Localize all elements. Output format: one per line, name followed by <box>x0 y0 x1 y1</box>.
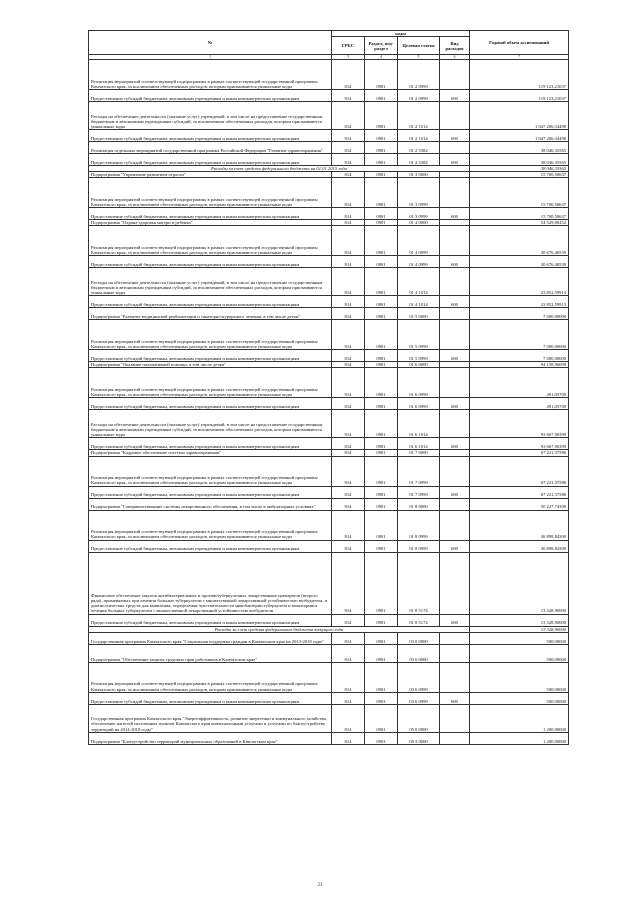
row-grbs: 814 <box>332 368 365 398</box>
row-vid <box>440 552 470 614</box>
row-amount: 30 676,40539 <box>470 226 569 256</box>
row-name: Реализация мероприятий соответствующей подпрограммы в рамках соответствующей государственной программы Камчатского края, за исключением обеспеченных расходов, которым присваиваются уникальные коды <box>89 178 332 208</box>
row-name: Предоставление субсидий бюджетным, автономным учреждениям и иным некоммерческим организациям <box>89 350 332 362</box>
table-row <box>89 614 569 626</box>
col-num-7: 7 <box>470 55 569 60</box>
table-row <box>89 456 569 486</box>
table-row <box>89 410 569 438</box>
row-target: 01 2 1014 <box>398 130 440 142</box>
row-target: 01 4 0999 <box>398 256 440 268</box>
table-row <box>89 350 569 362</box>
row-grbs: 814 <box>332 692 365 704</box>
row-target: 01 6 0000 <box>398 362 440 368</box>
row-vid <box>440 320 470 350</box>
col-num-3: 3 <box>332 55 365 60</box>
row-vid: 600 <box>440 130 470 142</box>
row-name: Расходы на обеспечение деятельности (оказание услуг) учреждений, в том числе на предоставление государственным бюджетным и автономным учреждениям субсидий, за исключением обеспеченных расходов, которым присваиваются уникальные коды <box>89 410 332 438</box>
row-grbs: 814 <box>332 130 365 142</box>
row-name: Предоставление субсидий бюджетным, автономным учреждениям и иным некоммерческим организациям <box>89 540 332 552</box>
table-row <box>89 398 569 410</box>
row-vid <box>440 644 470 662</box>
row-grbs: 814 <box>332 208 365 220</box>
row-target: 01 3 0999 <box>398 208 440 220</box>
row-section: 0901 <box>365 632 398 644</box>
row-amount: 500,00000 <box>470 644 569 662</box>
row-grbs: 814 <box>332 486 365 498</box>
row-vid <box>440 662 470 692</box>
row-grbs: 814 <box>332 456 365 486</box>
row-amount: 119 123,21037 <box>470 60 569 90</box>
table-row <box>89 60 569 90</box>
row-name: Предоставление субсидий бюджетным, автономным учреждениям и иным некоммерческим организациям <box>89 130 332 142</box>
header-codes: коды <box>332 31 470 37</box>
row-target: 01 2 0999 <box>398 90 440 102</box>
budget-table <box>88 30 569 745</box>
row-vid: 600 <box>440 692 470 704</box>
row-target: 01 3 0999 <box>398 178 440 208</box>
row-grbs: 814 <box>332 90 365 102</box>
row-name: Подпрограмма "Оказание паллиативной помощи, в том числе детям" <box>89 362 332 368</box>
row-section: 0901 <box>365 662 398 692</box>
row-grbs: 814 <box>332 142 365 154</box>
row-vid <box>440 368 470 398</box>
row-target: 01 6 1014 <box>398 410 440 438</box>
row-target: 01 2 1014 <box>398 102 440 130</box>
row-target: 01 4 1014 <box>398 296 440 308</box>
table-row <box>89 644 569 662</box>
row-amount: 119 123,21037 <box>470 90 569 102</box>
table-row <box>89 178 569 208</box>
row-amount: 23 852,59913 <box>470 268 569 296</box>
table-row <box>89 498 569 510</box>
row-section: 0901 <box>365 362 398 368</box>
table-row <box>89 226 569 256</box>
row-vid <box>440 226 470 256</box>
row-name: Предоставление субсидий бюджетным, автономным учреждениям и иным некоммерческим организациям <box>89 398 332 410</box>
header-target: Целевая статья <box>398 37 440 55</box>
row-name: Реализация мероприятий соответствующей подпрограммы в рамках соответствующей государственной программы Камчатского края, за исключением обеспеченных расходов, которым присваиваются уникальные коды <box>89 662 332 692</box>
row-name: Предоставление субсидий бюджетным, автономным учреждениям и иным некоммерческим организациям <box>89 438 332 450</box>
row-name: Реализация мероприятий соответствующей подпрограммы в рамках соответствующей государственной программы Камчатского края, за исключением обеспеченных расходов, которым присваиваются уникальные коды <box>89 456 332 486</box>
row-target: 01 6 1014 <box>398 438 440 450</box>
row-target: 01 8 0999 <box>398 510 440 540</box>
row-name: Предоставление субсидий бюджетным, автономным учреждениям и иным некоммерческим организациям <box>89 692 332 704</box>
row-grbs: 814 <box>332 350 365 362</box>
row-amount: 1 047 206,34490 <box>470 130 569 142</box>
row-vid <box>440 632 470 644</box>
row-grbs: 814 <box>332 552 365 614</box>
row-amount: 93 667,90399 <box>470 438 569 450</box>
row-grbs: 814 <box>332 540 365 552</box>
row-section: 0901 <box>365 350 398 362</box>
header-grbs: ГРБС <box>332 37 365 55</box>
row-section: 0901 <box>365 320 398 350</box>
row-name: Предоставление субсидий бюджетным, автономным учреждениям и иным некоммерческим организациям <box>89 486 332 498</box>
table-row <box>89 256 569 268</box>
row-vid <box>440 456 470 486</box>
header-section: Раздел, под-раздел <box>365 37 398 55</box>
row-section: 0901 <box>365 296 398 308</box>
row-vid <box>440 732 470 744</box>
table-row <box>89 510 569 540</box>
row-section: 0901 <box>365 60 398 90</box>
row-amount: 7 000,00000 <box>470 308 569 320</box>
row-target: 01 8 0999 <box>398 540 440 552</box>
row-target: 01 7 0000 <box>398 450 440 456</box>
table-row <box>89 90 569 102</box>
row-name: Предоставление субсидий бюджетным, автономным учреждениям и иным некоммерческим организациям <box>89 208 332 220</box>
table-row <box>89 308 569 320</box>
row-amount: 1 047 206,34490 <box>470 102 569 130</box>
row-name: Подпрограмма "Охрана здоровья матери и ребенка" <box>89 220 332 226</box>
row-target: 03 0 0000 <box>398 632 440 644</box>
row-target: 01 8 0000 <box>398 498 440 510</box>
row-name: Реализация мероприятий соответствующей подпрограммы в рамках соответствующей государственной программы Камчатского края, за исключением обеспеченных расходов, которым присваиваются уникальные коды <box>89 368 332 398</box>
row-section: 0901 <box>365 130 398 142</box>
row-grbs: 814 <box>332 226 365 256</box>
table-row <box>89 368 569 398</box>
row-name: Предоставление субсидий бюджетным, автономным учреждениям и иным некоммерческим организациям <box>89 256 332 268</box>
row-name: Реализация мероприятий соответствующей подпрограммы в рамках соответствующей государственной программы Камчатского края, за исключением обеспеченных расходов, которым присваиваются уникальные коды <box>89 60 332 90</box>
row-section: 0901 <box>365 510 398 540</box>
row-vid: 600 <box>440 438 470 450</box>
row-section: 0901 <box>365 498 398 510</box>
row-section: 0901 <box>365 102 398 130</box>
table-row <box>89 208 569 220</box>
row-target: 03 6 0999 <box>398 692 440 704</box>
row-vid <box>440 308 470 320</box>
row-vid <box>440 60 470 90</box>
row-section: 0901 <box>365 644 398 662</box>
row-section: 0901 <box>365 438 398 450</box>
row-section: 0901 <box>365 456 398 486</box>
row-target: 01 6 0999 <box>398 368 440 398</box>
row-target: 01 7 0999 <box>398 456 440 486</box>
row-grbs: 814 <box>332 102 365 130</box>
row-vid: 600 <box>440 614 470 626</box>
row-section: 0901 <box>365 142 398 154</box>
table-row <box>89 438 569 450</box>
row-section: 0901 <box>365 692 398 704</box>
row-grbs: 814 <box>332 154 365 166</box>
row-grbs: 814 <box>332 498 365 510</box>
row-grbs: 814 <box>332 178 365 208</box>
row-grbs: 814 <box>332 220 365 226</box>
row-target: 01 5 0000 <box>398 308 440 320</box>
header-vid: Вид расходов <box>440 37 470 55</box>
row-name: Реализация мероприятий соответствующей подпрограммы в рамках соответствующей государственной программы Камчатского края, за исключением обеспеченных расходов, которым присваиваются уникальные коды <box>89 510 332 540</box>
row-amount: 500,00000 <box>470 692 569 704</box>
row-vid <box>440 704 470 732</box>
row-vid: 600 <box>440 398 470 410</box>
row-name: Финансовое обеспечение закупок антибактериальных и противотуберкулезных лекарственных препаратов (второго ряда), применяемых при лечении больных туберкулезом с множественной лекарственной устойчивостью возбудителя, и диагностических средств для выявления, определения чувствительности микобактерии туберкулеза и мониторинга лечения больных туберкулезом с множественной лекарственной устойчивостью возбудителя <box>89 552 332 614</box>
row-amount: 7 000,00000 <box>470 350 569 362</box>
header-annual: Годовой объем ассигнований <box>470 31 569 55</box>
row-target: 03 6 0000 <box>398 644 440 662</box>
row-name: Предоставление субсидий бюджетным, автономным учреждениям и иным некоммерческим организациям <box>89 614 332 626</box>
table-row <box>89 486 569 498</box>
row-grbs: 814 <box>332 256 365 268</box>
row-name: Государственная программа Камчатского края "Энергоэффективность, развитие энергетики и коммунального хозяйства, обеспечение жителей населенных пунктов Камчатского края коммунальными услугами и услугами по благоустройству территорий на 2014-2018 годы" <box>89 704 332 732</box>
row-section: 0901 <box>365 90 398 102</box>
row-target: 01 8 5174 <box>398 552 440 614</box>
table-row <box>89 154 569 166</box>
row-name: Реализация мероприятий соответствующей подпрограммы в рамках соответствующей государственной программы Камчатского края, за исключением обеспеченных расходов, которым присваиваются уникальные коды <box>89 226 332 256</box>
row-vid: 600 <box>440 154 470 166</box>
row-amount: 94 158,96099 <box>470 362 569 368</box>
row-grbs: 814 <box>332 410 365 438</box>
row-section: 0901 <box>365 268 398 296</box>
row-target: 01 2 5382 <box>398 154 440 166</box>
row-target: 01 3 0000 <box>398 172 440 178</box>
row-name: Подпрограмма "Обеспечение защиты трудовых прав работников в Камчатском крае" <box>89 644 332 662</box>
row-target: 01 5 0999 <box>398 350 440 362</box>
row-section: 0901 <box>365 208 398 220</box>
row-target: 05 0 0000 <box>398 704 440 732</box>
row-grbs: 814 <box>332 614 365 626</box>
row-vid: 600 <box>440 350 470 362</box>
row-target: 01 4 1014 <box>398 268 440 296</box>
table-row <box>89 732 569 744</box>
note-text: Расходы за счет средств федерального бюджета на 01.01.2015 года <box>89 166 470 172</box>
row-section: 0901 <box>365 368 398 398</box>
row-section: 0901 <box>365 704 398 732</box>
row-amount: 1 200,00000 <box>470 732 569 744</box>
row-grbs: 814 <box>332 644 365 662</box>
row-section: 0901 <box>365 154 398 166</box>
page-number: 21 <box>317 883 323 888</box>
row-section: 0901 <box>365 410 398 438</box>
row-vid: 600 <box>440 486 470 498</box>
row-vid <box>440 102 470 130</box>
row-section: 0901 <box>365 450 398 456</box>
row-amount: 67 221,37586 <box>470 450 569 456</box>
row-amount: 36 898,84300 <box>470 540 569 552</box>
row-amount: 491,05700 <box>470 398 569 410</box>
row-vid: 600 <box>440 256 470 268</box>
row-grbs: 814 <box>332 268 365 296</box>
row-amount: 15 700,50637 <box>470 208 569 220</box>
note-amount: 38 046,35565 <box>470 166 569 172</box>
row-amount: 54 529,00452 <box>470 220 569 226</box>
row-grbs: 814 <box>332 704 365 732</box>
table-row <box>89 662 569 692</box>
table-row <box>89 142 569 154</box>
row-amount: 15 700,50637 <box>470 178 569 208</box>
row-amount: 93 667,90399 <box>470 410 569 438</box>
row-amount: 500,00000 <box>470 632 569 644</box>
header-num: № <box>89 31 332 55</box>
table-row <box>89 704 569 732</box>
table-row <box>89 320 569 350</box>
row-grbs: 814 <box>332 632 365 644</box>
table-row <box>89 268 569 296</box>
row-section: 0901 <box>365 486 398 498</box>
row-section: 0901 <box>365 256 398 268</box>
row-name: Предоставление субсидий бюджетным, автономным учреждениям и иным некоммерческим организациям <box>89 296 332 308</box>
row-name: Подпрограмма "Развитие медицинской реабилитации и санаторно-курортного лечения, в том числе детям" <box>89 308 332 320</box>
row-grbs: 814 <box>332 398 365 410</box>
row-name: Подпрограмма "Совершенствование системы лекарственного обеспечения, в том числе в амбулаторных условиях" <box>89 498 332 510</box>
row-section: 0901 <box>365 308 398 320</box>
row-grbs: 814 <box>332 510 365 540</box>
row-amount: 13 328,90000 <box>470 614 569 626</box>
row-amount: 500,00000 <box>470 662 569 692</box>
row-target: 01 8 5174 <box>398 614 440 626</box>
row-grbs: 814 <box>332 60 365 90</box>
row-grbs: 814 <box>332 296 365 308</box>
row-grbs: 814 <box>332 362 365 368</box>
row-target: 01 4 0000 <box>398 220 440 226</box>
table-row <box>89 540 569 552</box>
table-row <box>89 130 569 142</box>
row-vid <box>440 410 470 438</box>
row-grbs: 814 <box>332 172 365 178</box>
row-name: Подпрограмма "Благоустройство территорий муниципальных образований в Камчатском крае" <box>89 732 332 744</box>
col-num-4: 4 <box>365 55 398 60</box>
row-vid <box>440 142 470 154</box>
table-row <box>89 102 569 130</box>
row-vid <box>440 178 470 208</box>
row-vid: 600 <box>440 540 470 552</box>
row-amount: 38 046,35565 <box>470 154 569 166</box>
row-target: 01 2 0999 <box>398 60 440 90</box>
row-vid <box>440 498 470 510</box>
row-grbs: 814 <box>332 732 365 744</box>
row-amount: 13 328,90000 <box>470 552 569 614</box>
row-amount: 491,05700 <box>470 368 569 398</box>
row-amount: 1 200,00000 <box>470 704 569 732</box>
row-section: 0901 <box>365 172 398 178</box>
row-name: Реализация мероприятий соответствующей подпрограммы в рамках соответствующей государственной программы Камчатского края, за исключением обеспеченных расходов, которым присваиваются уникальные коды <box>89 320 332 350</box>
row-section: 0901 <box>365 552 398 614</box>
col-num-1: 1 <box>89 55 332 60</box>
row-target: 01 5 0999 <box>398 320 440 350</box>
note-text: Расходы за счет средств федерального бюджета текущего года <box>89 626 470 632</box>
row-vid: 600 <box>440 296 470 308</box>
row-section: 0901 <box>365 732 398 744</box>
row-name: Расходы на обеспечение деятельности (оказание услуг) учреждений, в том числе на предоставление государственным бюджетным и автономным учреждениям субсидий, за исключением обеспеченных расходов, которым присваиваются уникальные коды <box>89 268 332 296</box>
row-name: Подпрограмма "Кадровое обеспечение системы здравоохранения" <box>89 450 332 456</box>
row-section: 0901 <box>365 398 398 410</box>
col-num-6: 6 <box>440 55 470 60</box>
row-grbs: 814 <box>332 308 365 320</box>
row-grbs: 814 <box>332 662 365 692</box>
row-name: Предоставление субсидий бюджетным, автономным учреждениям и иным некоммерческим организациям <box>89 154 332 166</box>
row-section: 0901 <box>365 178 398 208</box>
row-target: 01 7 0999 <box>398 486 440 498</box>
note-amount: 13 328,90000 <box>470 626 569 632</box>
table-row <box>89 692 569 704</box>
row-vid <box>440 510 470 540</box>
row-section: 0901 <box>365 226 398 256</box>
row-amount: 7 000,00000 <box>470 320 569 350</box>
row-amount: 36 898,84300 <box>470 510 569 540</box>
row-grbs: 814 <box>332 450 365 456</box>
row-target: 01 4 0999 <box>398 226 440 256</box>
table-row <box>89 632 569 644</box>
row-amount: 67 221,37586 <box>470 486 569 498</box>
row-section: 0901 <box>365 540 398 552</box>
row-amount: 67 221,37586 <box>470 456 569 486</box>
row-name: Предоставление субсидий бюджетным, автономным учреждениям и иным некоммерческим организациям <box>89 90 332 102</box>
row-name: Расходы на обеспечение деятельности (оказание услуг) учреждений, в том числе на предоставление государственным бюджетным и автономным учреждениям субсидий, за исключением обеспеченных расходов, которым присваиваются уникальные коды <box>89 102 332 130</box>
table-row <box>89 552 569 614</box>
row-target: 05 3 0000 <box>398 732 440 744</box>
row-name: Реализация отдельных мероприятий государственной программы Российской Федерации "Развитие здравоохранения" <box>89 142 332 154</box>
row-amount: 30 676,40539 <box>470 256 569 268</box>
row-amount: 15 700,50637 <box>470 172 569 178</box>
row-grbs: 814 <box>332 438 365 450</box>
row-amount: 50 227,74300 <box>470 498 569 510</box>
row-target: 01 2 5382 <box>398 142 440 154</box>
row-section: 0901 <box>365 220 398 226</box>
row-target: 03 6 0999 <box>398 662 440 692</box>
row-vid: 600 <box>440 90 470 102</box>
row-section: 0901 <box>365 614 398 626</box>
row-grbs: 814 <box>332 320 365 350</box>
row-name: Государственная программа Камчатского края "Социальная поддержка граждан в Камчатском крае на 2013-2018 годы" <box>89 632 332 644</box>
col-num-5: 5 <box>398 55 440 60</box>
row-amount: 38 046,35565 <box>470 142 569 154</box>
row-name: Подпрограмма "Управление развитием отрасли" <box>89 172 332 178</box>
row-target: 01 6 0999 <box>398 398 440 410</box>
row-vid <box>440 268 470 296</box>
row-amount: 23 852,59913 <box>470 296 569 308</box>
row-vid: 600 <box>440 208 470 220</box>
table-row <box>89 296 569 308</box>
